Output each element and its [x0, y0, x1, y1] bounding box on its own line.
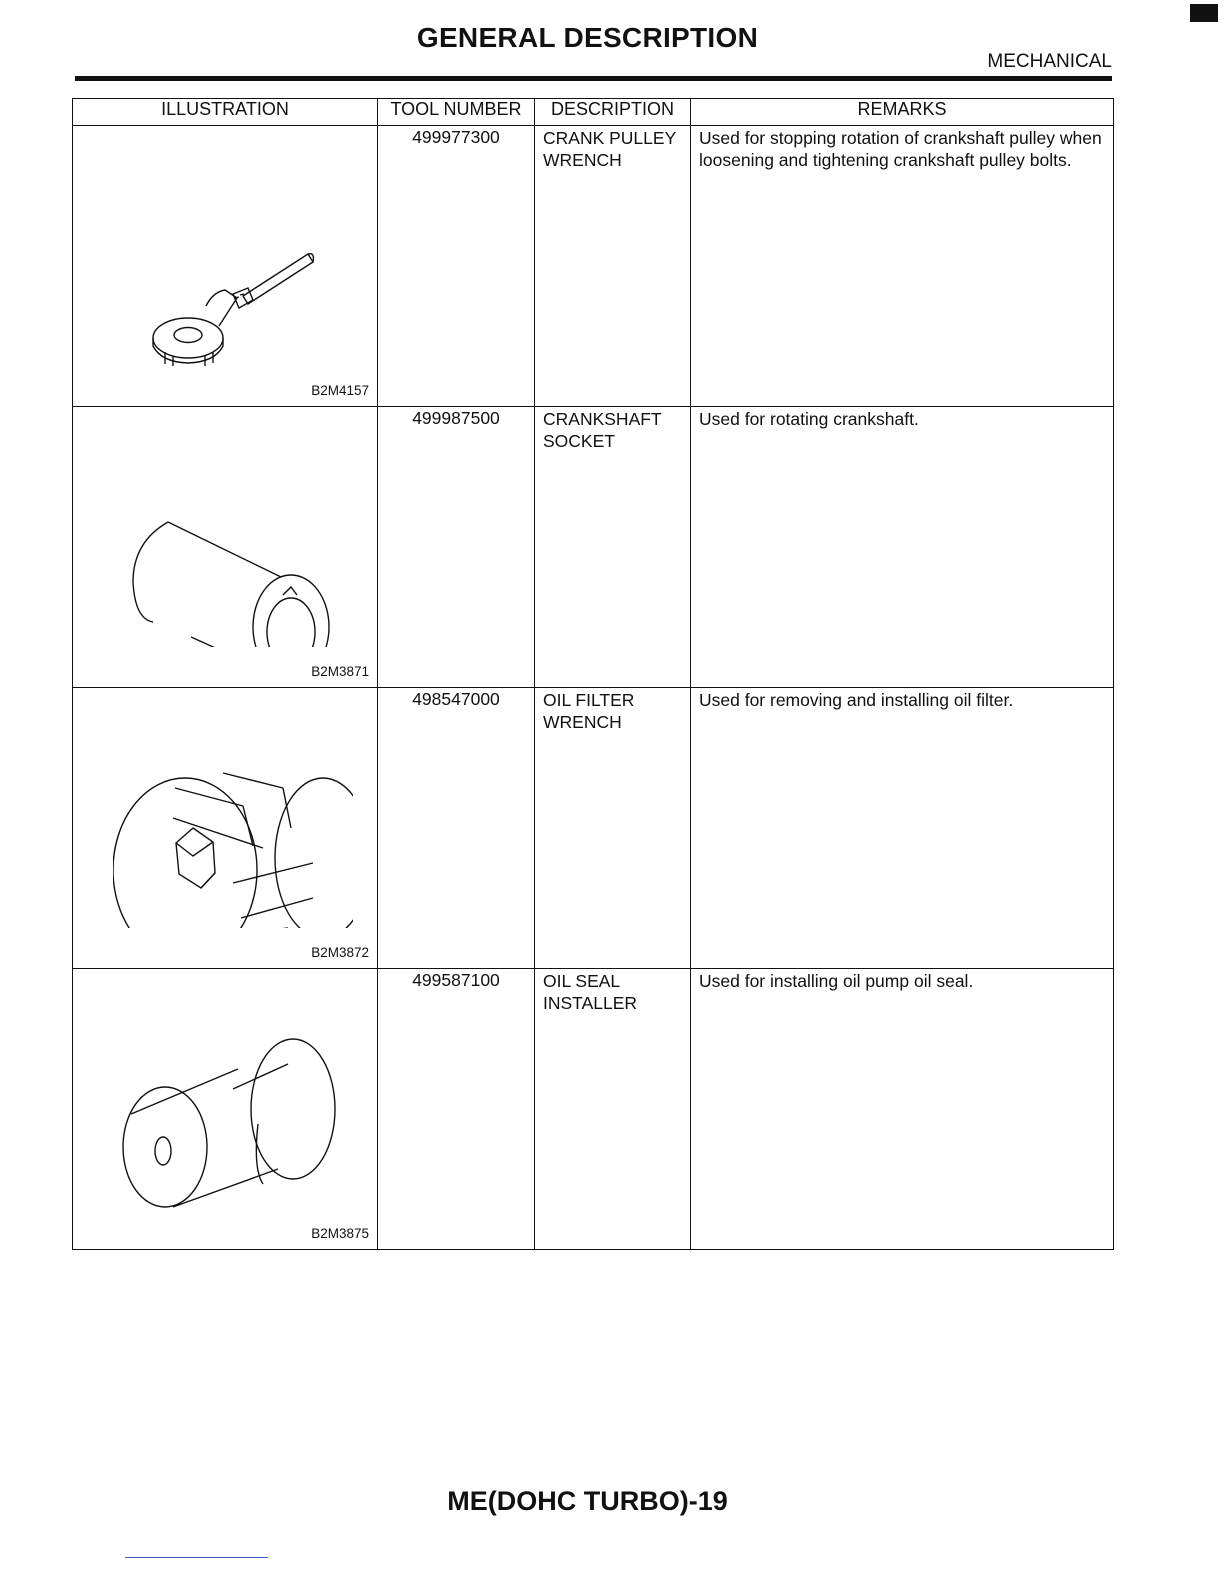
footer-link-underline [125, 1557, 268, 1558]
remarks-cell: Used for removing and installing oil filter. [691, 688, 1114, 969]
remarks-cell: Used for rotating crankshaft. [691, 407, 1114, 688]
description-cell: OIL FILTER WRENCH [535, 688, 691, 969]
page-title: GENERAL DESCRIPTION [416, 22, 759, 53]
crank-pulley-wrench-illustration [113, 166, 353, 366]
illustration-cell [73, 126, 378, 407]
special-tools-table [72, 98, 1114, 1250]
table-row [73, 969, 1114, 1250]
column-header-description: DESCRIPTION [535, 99, 691, 126]
remarks-cell: Used for installing oil pump oil seal. [691, 969, 1114, 1250]
column-header-illustration: ILLUSTRATION [73, 99, 378, 126]
figure-code: B2M3871 [311, 664, 369, 679]
column-header-tool-number: TOOL NUMBER [378, 99, 535, 126]
illustration-cell [73, 407, 378, 688]
illustration-cell [73, 969, 378, 1250]
corner-index-mark [1190, 4, 1218, 22]
table-row [73, 407, 1114, 688]
oil-filter-wrench-illustration [113, 728, 353, 928]
description-cell: CRANKSHAFT SOCKET [535, 407, 691, 688]
figure-code: B2M3875 [311, 1226, 369, 1241]
tool-number-cell: 499977300 [378, 126, 535, 407]
description-cell: OIL SEAL INSTALLER [535, 969, 691, 1250]
table-row [73, 688, 1114, 969]
header-rule [75, 76, 1112, 81]
description-cell: CRANK PULLEY WRENCH [535, 126, 691, 407]
section-label: MECHANICAL [987, 51, 1112, 72]
table-row [73, 126, 1114, 407]
crankshaft-socket-illustration [113, 447, 353, 647]
tool-number-cell: 498547000 [378, 688, 535, 969]
figure-code: B2M4157 [311, 383, 369, 398]
table-header-row [73, 99, 1114, 126]
column-header-remarks: REMARKS [691, 99, 1114, 126]
tool-number-cell: 499987500 [378, 407, 535, 688]
illustration-cell [73, 688, 378, 969]
figure-code: B2M3872 [311, 945, 369, 960]
tool-number-cell: 499587100 [378, 969, 535, 1250]
page-footer-label: ME(DOHC TURBO)-19 [447, 1486, 728, 1516]
oil-seal-installer-illustration [113, 1009, 353, 1209]
remarks-cell: Used for stopping rotation of crankshaft pulley when loosening and tightening crankshaft pulley bolts. [691, 126, 1114, 407]
